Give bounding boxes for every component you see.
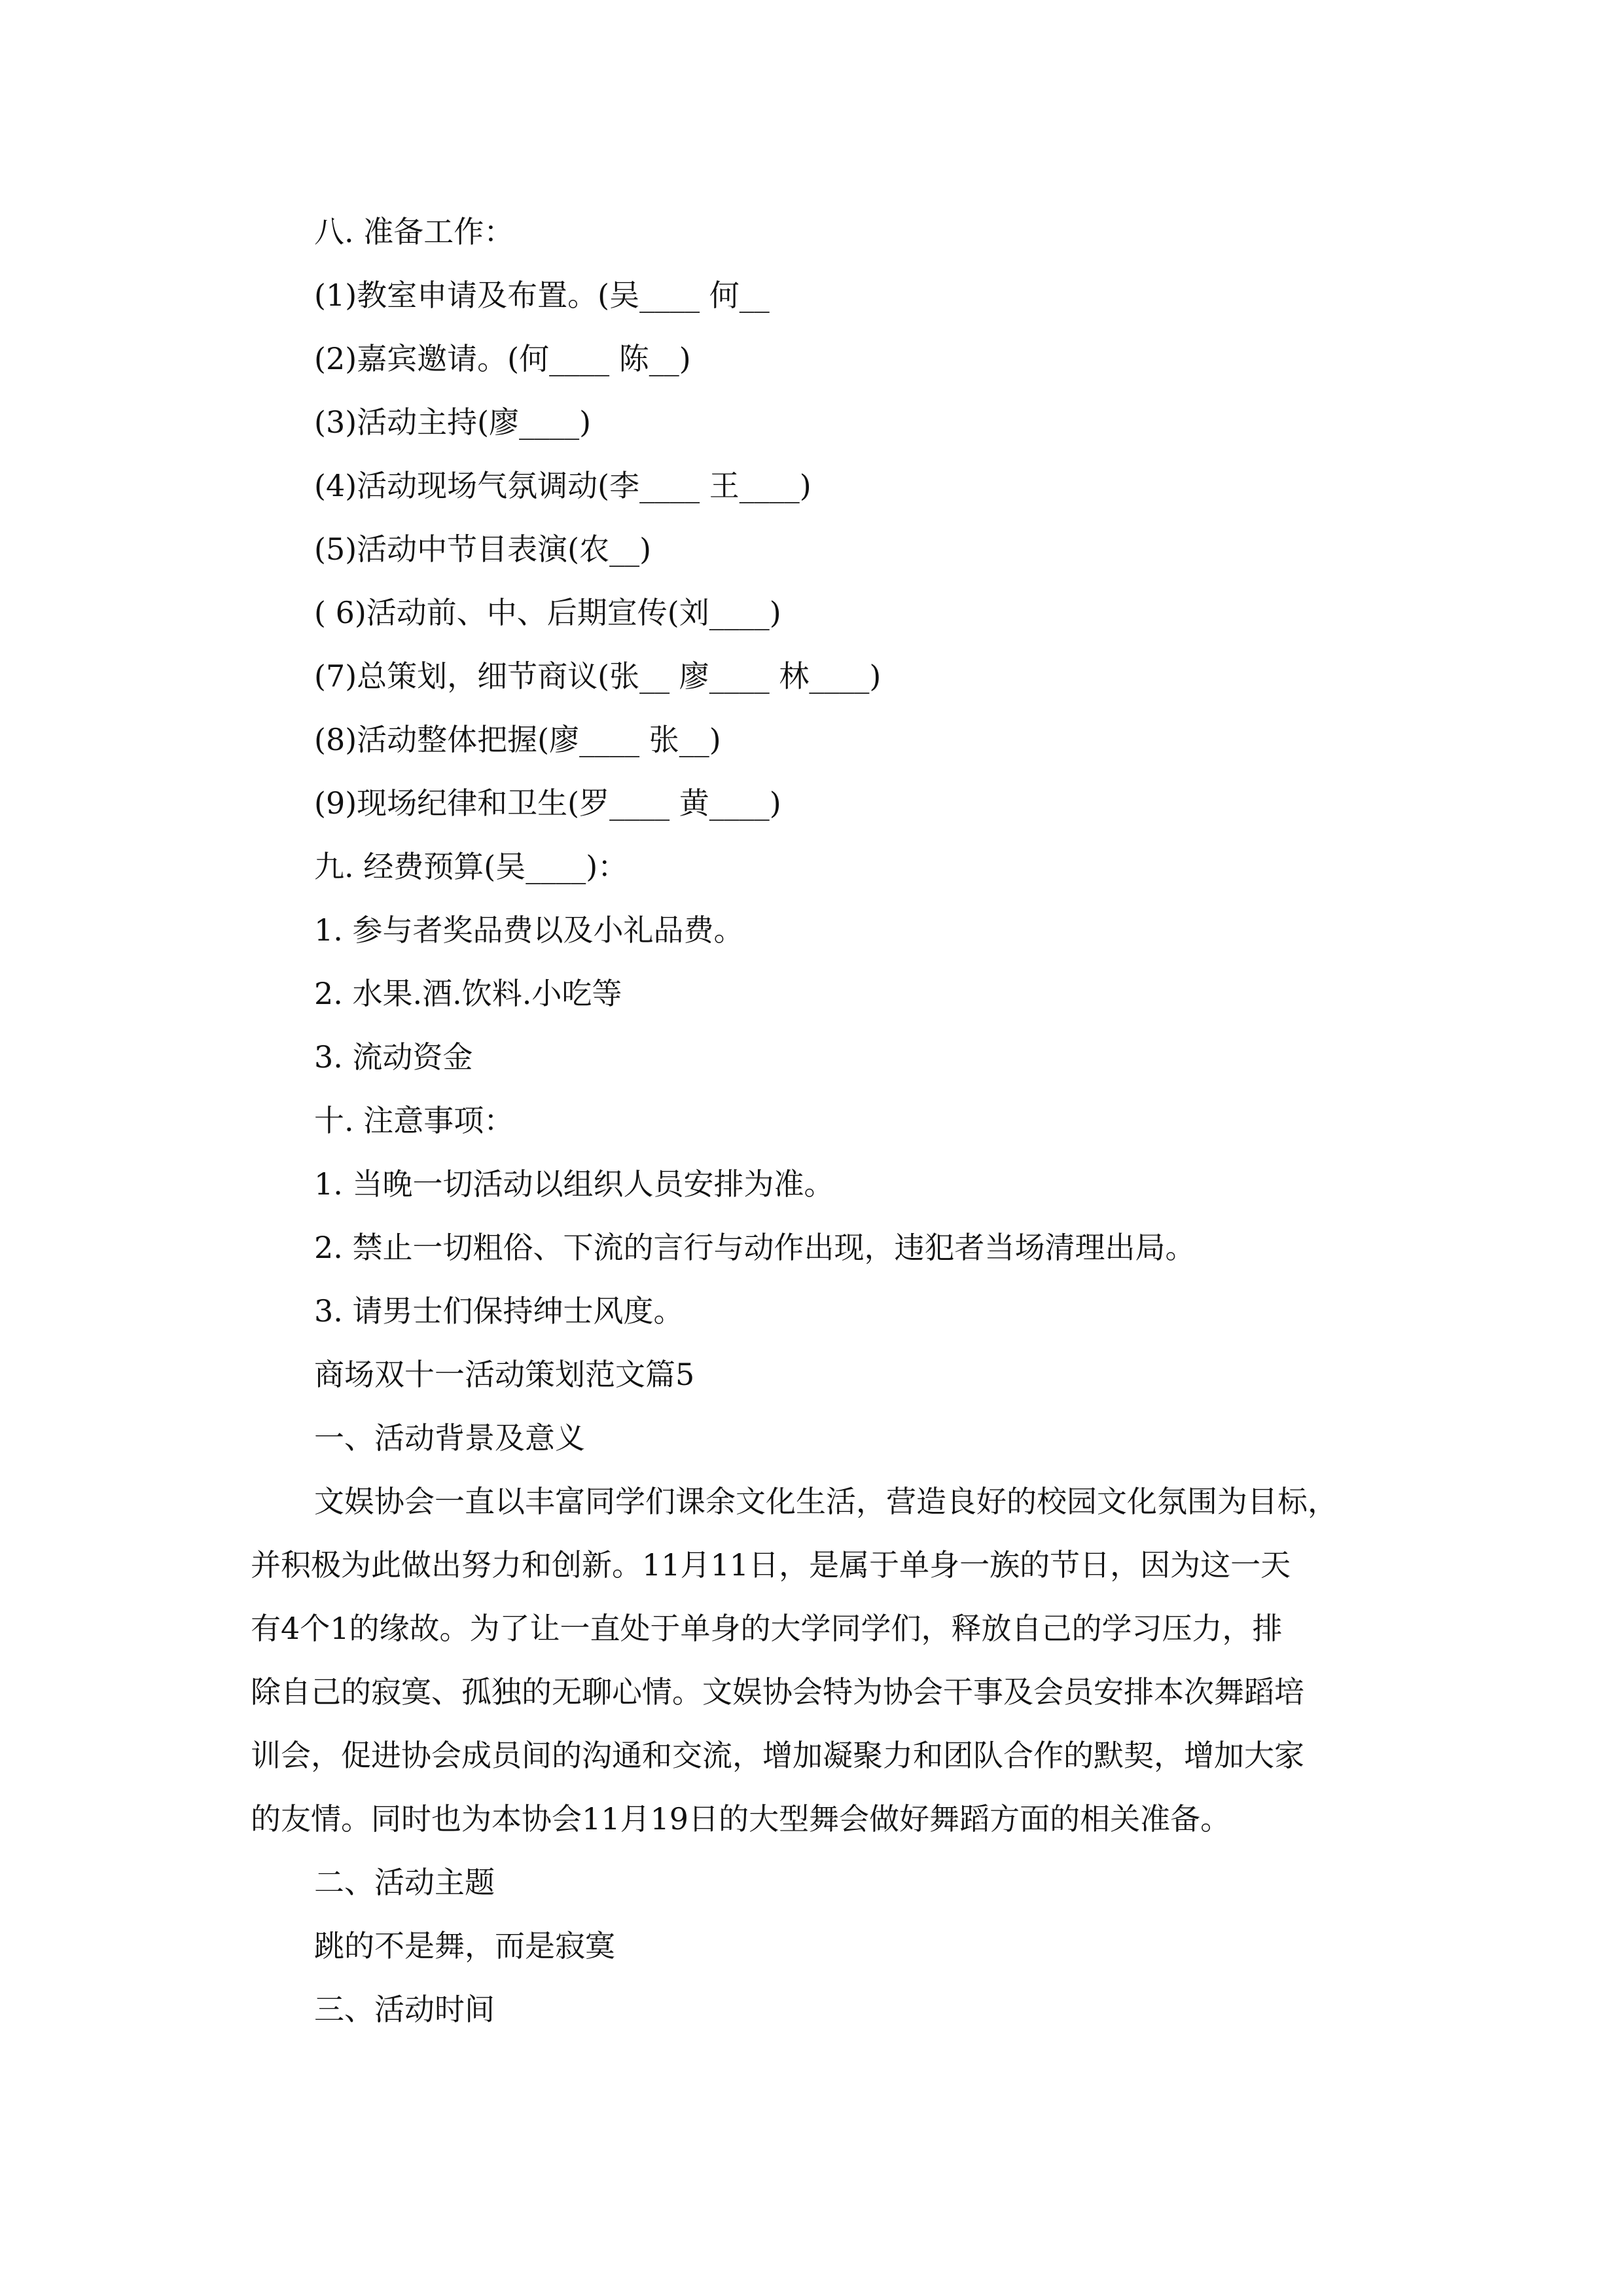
background-line-2: 并积极为此做出努力和创新。11月11日，是属于单身一族的节日，因为这一天	[251, 1547, 1291, 1583]
section8-item-9: (9)现场纪律和卫生(罗____ 黄____)	[314, 785, 781, 821]
section10-item-1: 1. 当晚一切活动以组织人员安排为准。	[314, 1166, 834, 1202]
theme-heading: 二、活动主题	[314, 1865, 495, 1900]
section9-item-1: 1. 参与者奖品费以及小礼品费。	[314, 912, 744, 948]
section8-item-2: (2)嘉宾邀请。(何____ 陈__)	[314, 341, 691, 376]
time-heading: 三、活动时间	[314, 1992, 495, 2027]
section9-heading: 九. 经费预算(吴____)：	[314, 849, 628, 884]
background-heading: 一、活动背景及意义	[314, 1420, 585, 1456]
section8-heading: 八. 准备工作：	[314, 214, 514, 249]
background-line-6: 的友情。同时也为本协会11月19日的大型舞会做好舞蹈方面的相关准备。	[251, 1801, 1231, 1837]
article-title: 商场双十一活动策划范文篇5	[314, 1357, 695, 1392]
background-line-5: 训会，促进协会成员间的沟通和交流，增加凝聚力和团队合作的默契，增加大家	[251, 1738, 1304, 1773]
theme-text: 跳的不是舞，而是寂寞	[314, 1928, 615, 1964]
section9-item-2: 2. 水果.酒.饮料.小吃等	[314, 976, 622, 1011]
section8-item-1: (1)教室申请及布置。(吴____ 何__	[314, 278, 770, 313]
background-line-1: 文娱协会一直以丰富同学们课余文化生活，营造良好的校园文化氛围为目标，	[314, 1484, 1338, 1519]
section8-item-8: (8)活动整体把握(廖____ 张__)	[314, 722, 721, 757]
section8-item-4: (4)活动现场气氛调动(李____ 王____)	[314, 468, 812, 503]
section9-item-3: 3. 流动资金	[314, 1039, 473, 1075]
background-line-4: 除自己的寂寞、孤独的无聊心情。文娱协会特为协会干事及会员安排本次舞蹈培	[251, 1674, 1304, 1710]
section10-item-3: 3. 请男士们保持绅士风度。	[314, 1293, 684, 1329]
section10-heading: 十. 注意事项：	[314, 1103, 514, 1138]
section10-item-2: 2. 禁止一切粗俗、下流的言行与动作出现，违犯者当场清理出局。	[314, 1230, 1196, 1265]
section8-item-5: (5)活动中节目表演(农__)	[314, 531, 652, 567]
section8-item-3: (3)活动主持(廖____)	[314, 404, 592, 440]
section8-item-6: ( 6)活动前、中、后期宣传(刘____)	[314, 595, 781, 630]
background-line-3: 有4个1的缘故。为了让一直处于单身的大学同学们，释放自己的学习压力，排	[251, 1611, 1283, 1646]
section8-item-7: (7)总策划，细节商议(张__ 廖____ 林____)	[314, 658, 882, 694]
